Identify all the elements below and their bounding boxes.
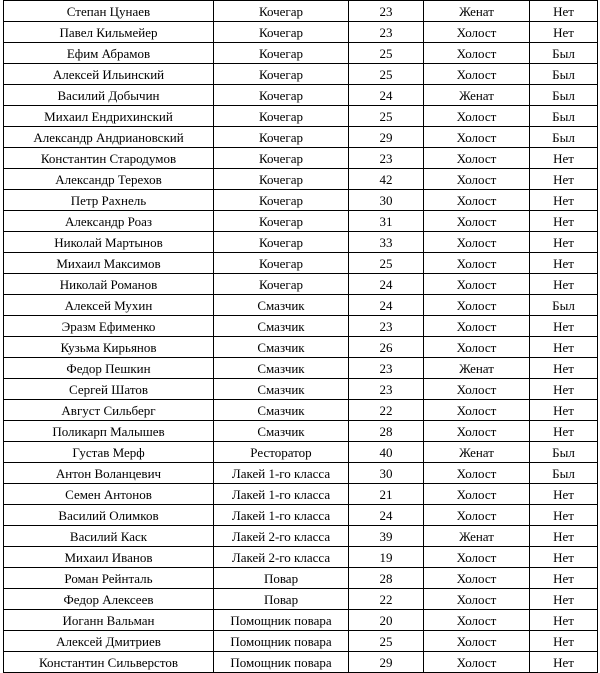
name-cell: Федор Алексеев [4, 589, 214, 610]
marital-status-cell: Холост [424, 505, 530, 526]
role-cell: Лакей 1-го класса [214, 484, 349, 505]
marital-status-cell: Холост [424, 232, 530, 253]
table-row [4, 127, 598, 148]
role-cell: Кочегар [214, 169, 349, 190]
role-cell: Смазчик [214, 316, 349, 337]
name-cell: Михаил Иванов [4, 547, 214, 568]
table-row [4, 589, 598, 610]
role-cell: Кочегар [214, 211, 349, 232]
table-row [4, 106, 598, 127]
flag-cell: Нет [530, 631, 598, 652]
age-cell: 21 [349, 484, 424, 505]
role-cell: Помощник повара [214, 631, 349, 652]
name-cell: Павел Кильмейер [4, 22, 214, 43]
age-cell: 30 [349, 463, 424, 484]
age-cell: 24 [349, 505, 424, 526]
marital-status-cell: Холост [424, 253, 530, 274]
age-cell: 28 [349, 421, 424, 442]
age-cell: 23 [349, 1, 424, 22]
flag-cell: Нет [530, 421, 598, 442]
role-cell: Лакей 1-го класса [214, 463, 349, 484]
name-cell: Николай Мартынов [4, 232, 214, 253]
age-cell: 30 [349, 190, 424, 211]
flag-cell: Нет [530, 610, 598, 631]
age-cell: 25 [349, 631, 424, 652]
marital-status-cell: Холост [424, 148, 530, 169]
table-row [4, 631, 598, 652]
age-cell: 25 [349, 253, 424, 274]
marital-status-cell: Холост [424, 610, 530, 631]
role-cell: Смазчик [214, 295, 349, 316]
name-cell: Василий Олимков [4, 505, 214, 526]
age-cell: 22 [349, 400, 424, 421]
role-cell: Смазчик [214, 379, 349, 400]
table-row [4, 64, 598, 85]
name-cell: Алексей Мухин [4, 295, 214, 316]
marital-status-cell: Холост [424, 22, 530, 43]
table-row [4, 400, 598, 421]
marital-status-cell: Холост [424, 337, 530, 358]
marital-status-cell: Холост [424, 127, 530, 148]
age-cell: 39 [349, 526, 424, 547]
role-cell: Кочегар [214, 274, 349, 295]
age-cell: 25 [349, 43, 424, 64]
age-cell: 23 [349, 379, 424, 400]
table-row [4, 463, 598, 484]
flag-cell: Нет [530, 484, 598, 505]
flag-cell: Был [530, 64, 598, 85]
marital-status-cell: Холост [424, 169, 530, 190]
marital-status-cell: Холост [424, 484, 530, 505]
flag-cell: Нет [530, 568, 598, 589]
table-row [4, 547, 598, 568]
role-cell: Помощник повара [214, 610, 349, 631]
name-cell: Поликарп Малышев [4, 421, 214, 442]
name-cell: Иоганн Вальман [4, 610, 214, 631]
age-cell: 20 [349, 610, 424, 631]
marital-status-cell: Холост [424, 421, 530, 442]
role-cell: Кочегар [214, 85, 349, 106]
table-row [4, 253, 598, 274]
marital-status-cell: Холост [424, 652, 530, 673]
marital-status-cell: Холост [424, 211, 530, 232]
marital-status-cell: Холост [424, 64, 530, 85]
table-row [4, 568, 598, 589]
table-row [4, 85, 598, 106]
table-row [4, 295, 598, 316]
flag-cell: Нет [530, 274, 598, 295]
age-cell: 19 [349, 547, 424, 568]
role-cell: Повар [214, 568, 349, 589]
name-cell: Сергей Шатов [4, 379, 214, 400]
age-cell: 25 [349, 106, 424, 127]
marital-status-cell: Женат [424, 442, 530, 463]
marital-status-cell: Холост [424, 400, 530, 421]
flag-cell: Нет [530, 316, 598, 337]
marital-status-cell: Холост [424, 568, 530, 589]
role-cell: Кочегар [214, 22, 349, 43]
table-row [4, 232, 598, 253]
marital-status-cell: Холост [424, 589, 530, 610]
role-cell: Помощник повара [214, 652, 349, 673]
table-row [4, 274, 598, 295]
name-cell: Август Сильберг [4, 400, 214, 421]
table-row [4, 190, 598, 211]
flag-cell: Был [530, 127, 598, 148]
marital-status-cell: Холост [424, 463, 530, 484]
name-cell: Александр Роаз [4, 211, 214, 232]
marital-status-cell: Холост [424, 43, 530, 64]
flag-cell: Был [530, 295, 598, 316]
table-row [4, 484, 598, 505]
name-cell: Кузьма Кирьянов [4, 337, 214, 358]
table-row [4, 358, 598, 379]
name-cell: Степан Цунаев [4, 1, 214, 22]
age-cell: 42 [349, 169, 424, 190]
crew-table-body [4, 1, 598, 673]
flag-cell: Нет [530, 169, 598, 190]
role-cell: Лакей 2-го класса [214, 547, 349, 568]
role-cell: Смазчик [214, 337, 349, 358]
age-cell: 31 [349, 211, 424, 232]
flag-cell: Нет [530, 232, 598, 253]
table-row [4, 316, 598, 337]
marital-status-cell: Холост [424, 379, 530, 400]
marital-status-cell: Холост [424, 316, 530, 337]
flag-cell: Нет [530, 547, 598, 568]
age-cell: 23 [349, 358, 424, 379]
name-cell: Николай Романов [4, 274, 214, 295]
role-cell: Лакей 1-го класса [214, 505, 349, 526]
marital-status-cell: Холост [424, 190, 530, 211]
table-row [4, 337, 598, 358]
role-cell: Кочегар [214, 1, 349, 22]
age-cell: 23 [349, 22, 424, 43]
flag-cell: Нет [530, 652, 598, 673]
table-row [4, 442, 598, 463]
age-cell: 24 [349, 85, 424, 106]
marital-status-cell: Холост [424, 547, 530, 568]
flag-cell: Был [530, 106, 598, 127]
name-cell: Константин Сильверстов [4, 652, 214, 673]
flag-cell: Был [530, 463, 598, 484]
flag-cell: Нет [530, 400, 598, 421]
table-row [4, 652, 598, 673]
age-cell: 26 [349, 337, 424, 358]
name-cell: Константин Стародумов [4, 148, 214, 169]
flag-cell: Нет [530, 379, 598, 400]
flag-cell: Нет [530, 148, 598, 169]
flag-cell: Нет [530, 211, 598, 232]
crew-table [3, 0, 598, 673]
age-cell: 24 [349, 295, 424, 316]
flag-cell: Был [530, 43, 598, 64]
name-cell: Алексей Дмитриев [4, 631, 214, 652]
flag-cell: Нет [530, 253, 598, 274]
name-cell: Алексей Ильинский [4, 64, 214, 85]
age-cell: 24 [349, 274, 424, 295]
marital-status-cell: Женат [424, 526, 530, 547]
name-cell: Петр Рахнель [4, 190, 214, 211]
flag-cell: Нет [530, 337, 598, 358]
flag-cell: Был [530, 442, 598, 463]
marital-status-cell: Женат [424, 85, 530, 106]
name-cell: Антон Воланцевич [4, 463, 214, 484]
name-cell: Семен Антонов [4, 484, 214, 505]
flag-cell: Нет [530, 1, 598, 22]
age-cell: 29 [349, 127, 424, 148]
role-cell: Смазчик [214, 421, 349, 442]
role-cell: Кочегар [214, 253, 349, 274]
table-row [4, 22, 598, 43]
table-row [4, 505, 598, 526]
role-cell: Кочегар [214, 64, 349, 85]
table-row [4, 610, 598, 631]
name-cell: Густав Мерф [4, 442, 214, 463]
flag-cell: Нет [530, 526, 598, 547]
age-cell: 29 [349, 652, 424, 673]
age-cell: 22 [349, 589, 424, 610]
role-cell: Повар [214, 589, 349, 610]
role-cell: Ресторатор [214, 442, 349, 463]
table-row [4, 379, 598, 400]
flag-cell: Нет [530, 505, 598, 526]
age-cell: 23 [349, 148, 424, 169]
table-row [4, 148, 598, 169]
marital-status-cell: Холост [424, 631, 530, 652]
table-row [4, 211, 598, 232]
marital-status-cell: Женат [424, 358, 530, 379]
table-row [4, 43, 598, 64]
age-cell: 23 [349, 316, 424, 337]
marital-status-cell: Холост [424, 295, 530, 316]
age-cell: 40 [349, 442, 424, 463]
flag-cell: Был [530, 85, 598, 106]
name-cell: Федор Пешкин [4, 358, 214, 379]
name-cell: Александр Терехов [4, 169, 214, 190]
role-cell: Кочегар [214, 106, 349, 127]
marital-status-cell: Женат [424, 1, 530, 22]
role-cell: Смазчик [214, 400, 349, 421]
role-cell: Смазчик [214, 358, 349, 379]
role-cell: Кочегар [214, 43, 349, 64]
name-cell: Михаил Ендрихинский [4, 106, 214, 127]
table-row [4, 526, 598, 547]
age-cell: 25 [349, 64, 424, 85]
role-cell: Кочегар [214, 190, 349, 211]
name-cell: Василий Добычин [4, 85, 214, 106]
role-cell: Кочегар [214, 232, 349, 253]
name-cell: Ефим Абрамов [4, 43, 214, 64]
name-cell: Михаил Максимов [4, 253, 214, 274]
name-cell: Эразм Ефименко [4, 316, 214, 337]
name-cell: Василий Каск [4, 526, 214, 547]
age-cell: 33 [349, 232, 424, 253]
table-row [4, 169, 598, 190]
marital-status-cell: Холост [424, 106, 530, 127]
name-cell: Роман Рейнталь [4, 568, 214, 589]
flag-cell: Нет [530, 589, 598, 610]
role-cell: Кочегар [214, 148, 349, 169]
table-row [4, 421, 598, 442]
role-cell: Лакей 2-го класса [214, 526, 349, 547]
marital-status-cell: Холост [424, 274, 530, 295]
flag-cell: Нет [530, 190, 598, 211]
name-cell: Александр Андриановский [4, 127, 214, 148]
age-cell: 28 [349, 568, 424, 589]
table-row [4, 1, 598, 22]
role-cell: Кочегар [214, 127, 349, 148]
flag-cell: Нет [530, 22, 598, 43]
flag-cell: Нет [530, 358, 598, 379]
